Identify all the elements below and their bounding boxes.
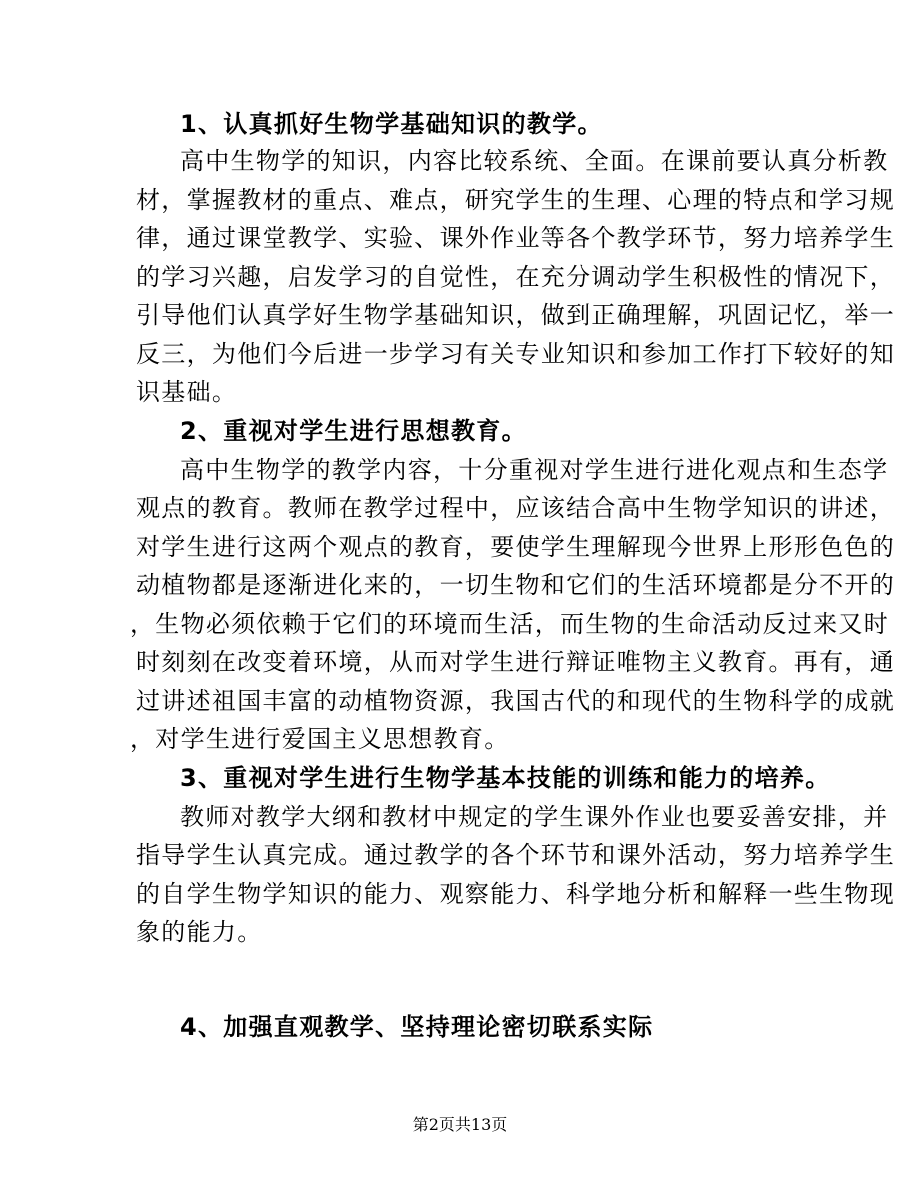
section-heading-1: 1、认真抓好生物学基础知识的教学。: [180, 110, 603, 138]
section-heading-2: 2、重视对学生进行思想教育。: [180, 417, 527, 445]
paragraph-line: 材，掌握教材的重点、难点，研究学生的生理、心理的特点和学习规: [136, 186, 895, 214]
section-heading-4: 4、加强直观教学、坚持理论密切联系实际: [180, 1013, 654, 1041]
paragraph-line: 过讲述祖国丰富的动植物资源，我国古代的和现代的生物科学的成就: [136, 687, 895, 715]
paragraph-line: 的学习兴趣，启发学习的自觉性，在充分调动学生积极性的情况下，: [136, 263, 895, 291]
paragraph-line: 反三，为他们今后进一步学习有关专业知识和参加工作打下较好的知: [136, 340, 895, 368]
paragraph-line: 时刻刻在改变着环境，从而对学生进行辩证唯物主义教育。再有，通: [136, 648, 895, 676]
paragraph-line: 象的能力。: [136, 918, 263, 946]
paragraph-line: 指导学生认真完成。通过教学的各个环节和课外活动，努力培养学生: [136, 841, 895, 869]
paragraph-line: 动植物都是逐渐进化来的，一切生物和它们的生活环境都是分不开的: [136, 571, 895, 599]
paragraph-line: 识基础。: [136, 378, 238, 406]
paragraph-line: 律，通过课堂教学、实验、课外作业等各个教学环节，努力培养学生: [136, 224, 895, 252]
paragraph-line: ，对学生进行爱国主义思想教育。: [130, 725, 510, 753]
section-heading-3: 3、重视对学生进行生物学基本技能的训练和能力的培养。: [180, 764, 831, 792]
page-number-footer: 第2页共13页: [412, 1115, 508, 1134]
paragraph-line: ，生物必须依赖于它们的环境而生活，而生物的生命活动反过来又时: [130, 610, 889, 638]
paragraph-line: 教师对教学大纲和教材中规定的学生课外作业也要妥善安排，并: [180, 803, 889, 831]
paragraph-line: 观点的教育。教师在教学过程中，应该结合高中生物学知识的讲述，: [136, 494, 895, 522]
paragraph-line: 引导他们认真学好生物学基础知识，做到正确理解，巩固记忆，举一: [136, 301, 895, 329]
paragraph-line: 高中生物学的教学内容，十分重视对学生进行进化观点和生态学: [180, 456, 889, 484]
paragraph-line: 的自学生物学知识的能力、观察能力、科学地分析和解释一些生物现: [136, 880, 895, 908]
paragraph-line: 对学生进行这两个观点的教育，要使学生理解现今世界上形形色色的: [136, 533, 895, 561]
paragraph-line: 高中生物学的知识，内容比较系统、全面。在课前要认真分析教: [180, 147, 889, 175]
